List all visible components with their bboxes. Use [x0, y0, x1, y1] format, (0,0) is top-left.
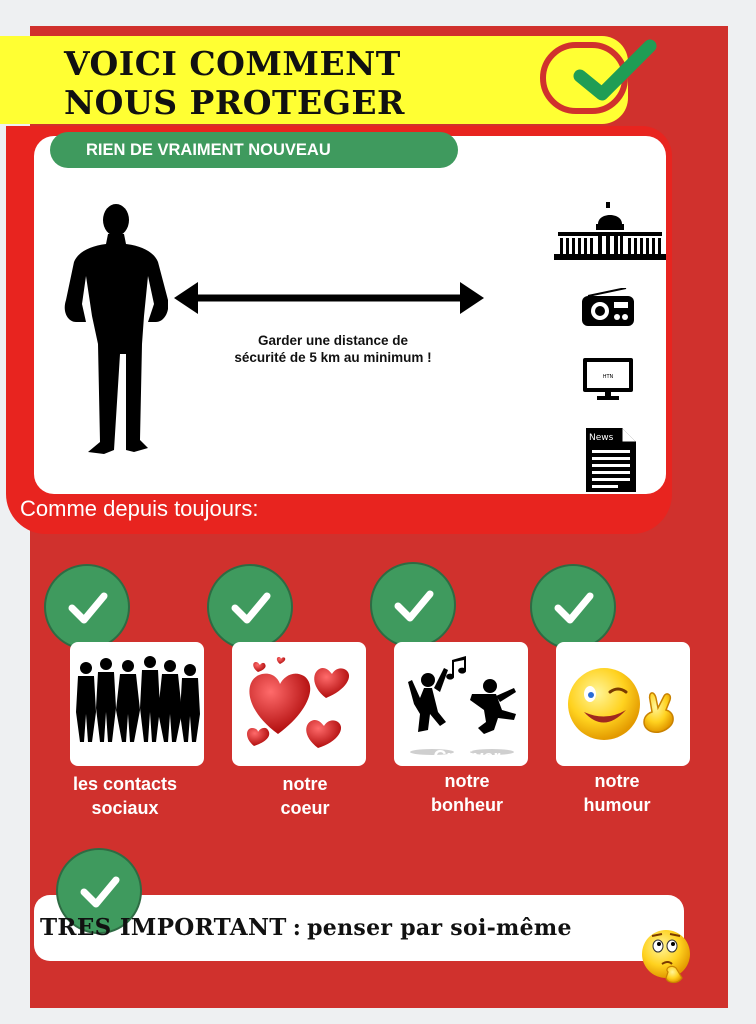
item-label-joy [392, 745, 542, 817]
item-line: notre [444, 771, 490, 791]
item-line: coeur [280, 798, 330, 818]
important-message: penser par soi-même [307, 915, 572, 941]
intro-text: Comme depuis toujours: [20, 496, 259, 521]
item-line: Ecouter [271, 750, 339, 770]
item-line: les contacts [72, 774, 178, 794]
important-label: TRES IMPORTANT [40, 914, 287, 941]
distance-line-1: Garder une distance de [257, 333, 409, 348]
checkmark-icon [66, 588, 110, 628]
distance-line-2: sécurité de 5 km au minimum ! [234, 350, 432, 365]
item-line: humour [583, 795, 651, 815]
item-label-humour [542, 745, 692, 817]
checkmark-icon [392, 586, 436, 626]
news-label: News [589, 433, 614, 443]
item-line: notre [594, 771, 640, 791]
tv-label: HTN [602, 374, 614, 380]
item-label-social [50, 748, 200, 820]
item-line: Garder [587, 747, 647, 767]
tv-icon [583, 358, 633, 400]
title-line-1: VOICI COMMENT [64, 44, 401, 83]
checkmark-icon [552, 588, 596, 628]
parliament-icon [554, 202, 666, 260]
person-silhouette-icon [64, 204, 168, 456]
radio-icon [582, 288, 634, 326]
item-line: Entretenir [82, 750, 168, 770]
item-line: notre [282, 774, 328, 794]
item-line: Cultiver [433, 747, 501, 767]
title-line-2: NOUS PROTEGER [64, 83, 405, 122]
important-statement [40, 914, 572, 941]
big-checkmark-icon [552, 28, 662, 108]
check-badge [44, 564, 130, 650]
item-line: bonheur [431, 795, 503, 815]
thinking-emoji-icon [638, 922, 694, 988]
page-title [64, 44, 405, 122]
check-badge [370, 562, 456, 648]
distance-text [196, 332, 470, 366]
checkmark-icon [78, 872, 122, 912]
check-badge [530, 564, 616, 650]
double-arrow-icon [174, 278, 484, 318]
important-separator: : [292, 915, 302, 941]
newspaper-icon [586, 428, 636, 492]
checkmark-icon [229, 588, 273, 628]
section-pill: RIEN DE VRAIMENT NOUVEAU [50, 132, 458, 168]
item-label-heart [230, 748, 380, 820]
check-badge [207, 564, 293, 650]
item-line: sociaux [91, 798, 159, 818]
